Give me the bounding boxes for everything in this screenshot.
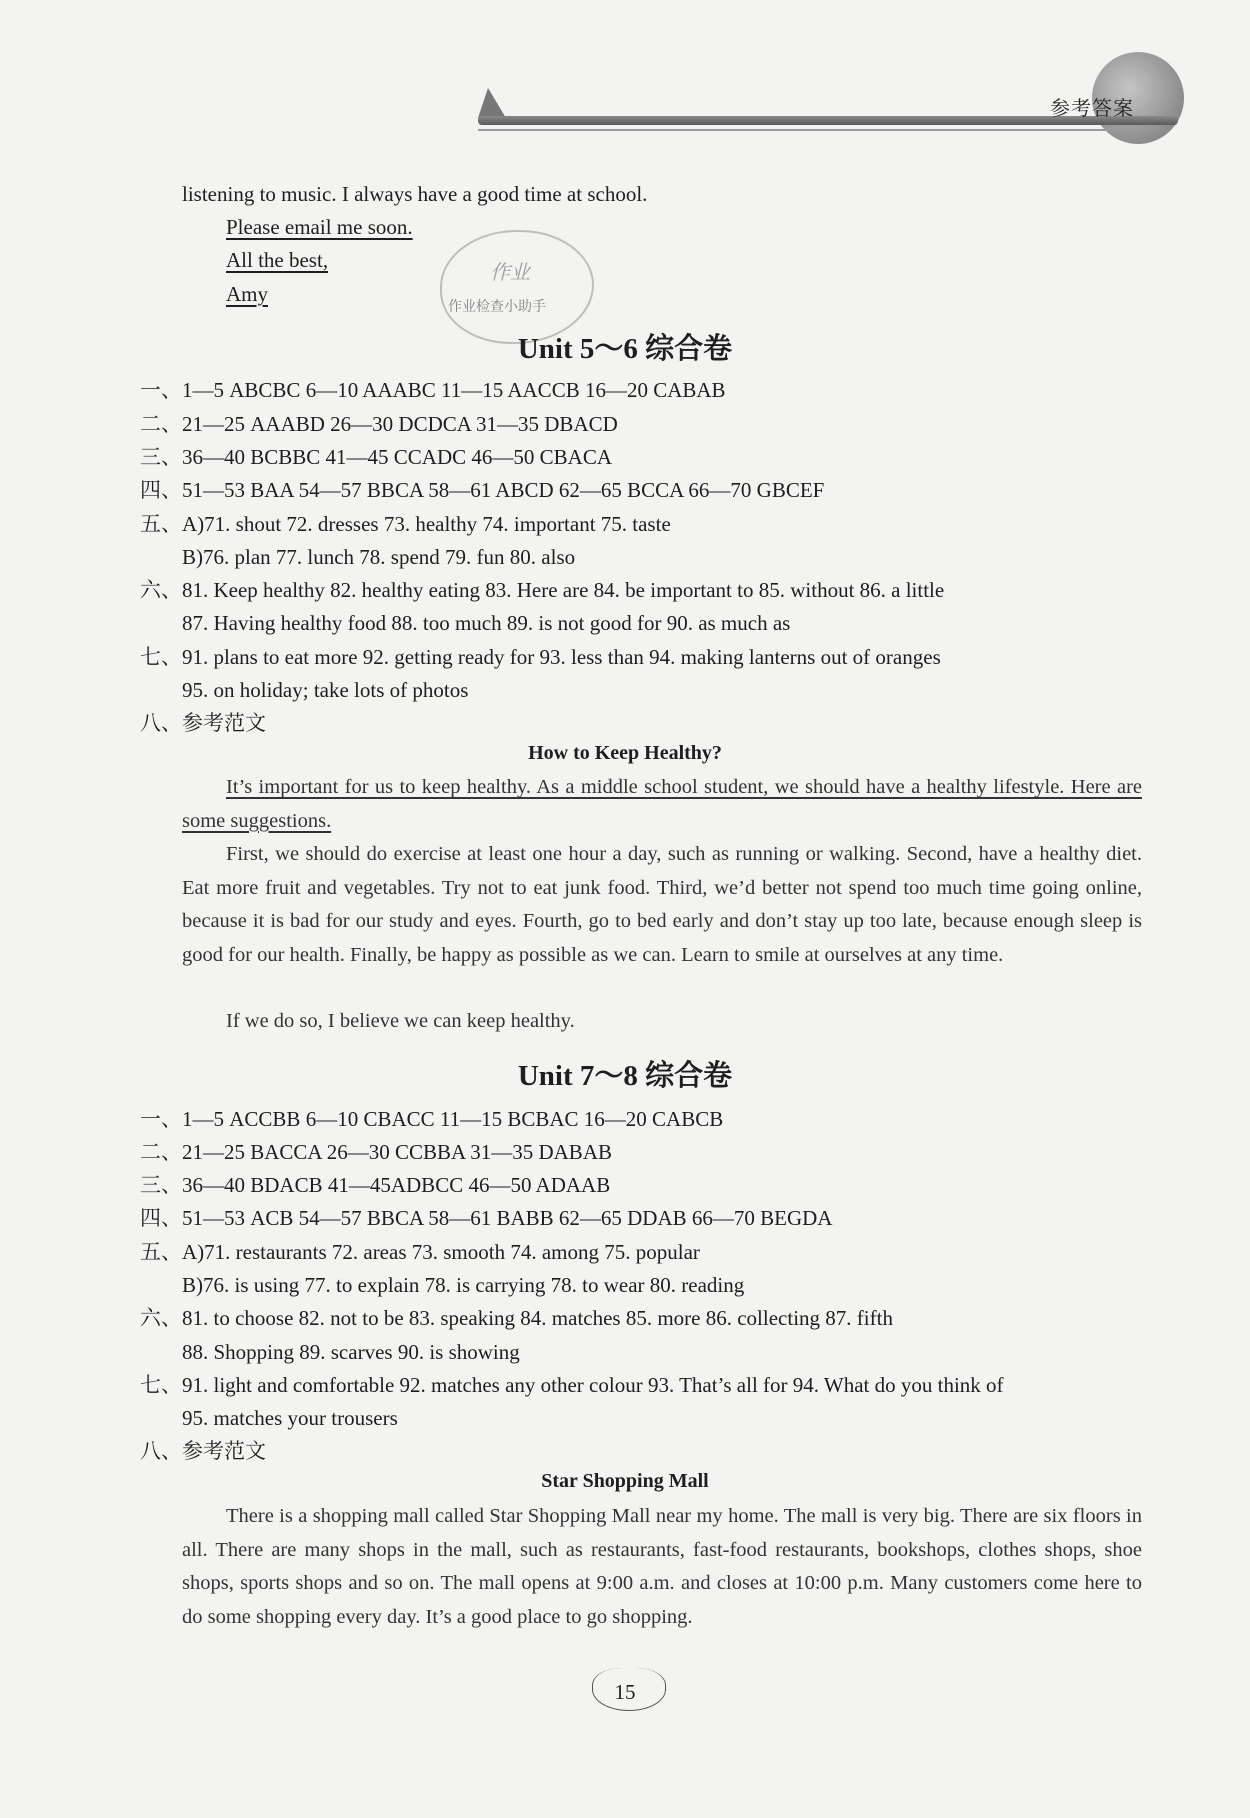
answer-row: 87. Having healthy food 88. too much 89. is not good for 90. as much as [182,611,791,635]
letter-line: listening to music. I always have a good time at school. [182,182,648,206]
essay-title: Star Shopping Mall [541,1470,709,1492]
answer-row: 五、A)71. shout 72. dresses 73. healthy 74. important 75. taste [140,512,671,536]
unit-7-8-title: Unit 7～8 综合卷 [517,1060,733,1092]
answer-row: 六、81. Keep healthy 82. healthy eating 83. Here are 84. be important to 85. without 86. a little [140,578,945,602]
answer-row: 八、参考范文 [140,1439,266,1463]
answer-row: 二、21—25 AAABD 26—30 DCDCA 31—35 DBACD [140,412,618,436]
answer-row: 95. matches your trousers [182,1406,398,1430]
header-section-title: 参考答案 [1050,96,1134,120]
answer-row: 三、36—40 BCBBC 41—45 CCADC 46—50 CBACA [140,445,612,469]
unit-5-6-title: Unit 5～6 综合卷 [517,333,733,365]
stamp-bottom-text: 作业检查小助手 [448,299,546,315]
answer-row: 三、36—40 BDACB 41—45ADBCC 46—50 ADAAB [140,1173,611,1197]
answer-row: 一、1—5 ACCBB 6—10 CBACC 11—15 BCBAC 16—20 CABCB [140,1107,724,1131]
answer-row: 七、91. light and comfortable 92. matches any other colour 93. That’s all for 94. What do you think of [140,1373,1004,1397]
header-rule-thin [478,129,1138,131]
answer-row: B)76. plan 77. lunch 78. spend 79. fun 80. also [182,545,576,569]
answer-row: 四、51—53 BAA 54—57 BBCA 58—61 ABCD 62—65 BCCA 66—70 GBCEF [140,478,825,502]
letter-signature: Amy [226,282,268,306]
stamp-top-text: 作业 [490,260,530,284]
answer-row: 95. on holiday; take lots of photos [182,678,469,702]
essay-paragraph: It’s important for us to keep healthy. As a middle school student, we should have a healthy lifestyle. Here are some suggestions. [182,776,1142,832]
answer-row: 88. Shopping 89. scarves 90. is showing [182,1340,520,1364]
letter-closing: Please email me soon. [226,215,413,239]
essay-paragraph: There is a shopping mall called Star Shopping Mall near my home. The mall is very big. There are six floors in all. There are many shops in the mall, such as restaurants, fast-food restaurants, bookshops, clothes shops, shoe shops, sports shops and so on. The mall opens at 9:00 a.m. and closes at 10:00 p.m. Many customers come here to do some shopping every day. It’s a good place to go shopping. [182,1505,1142,1628]
answer-row: 五、A)71. restaurants 72. areas 73. smooth 74. among 75. popular [140,1240,700,1264]
answer-row: 一、1—5 ABCBC 6—10 AAABC 11—15 AACCB 16—20 CABAB [140,378,726,402]
essay-title: How to Keep Healthy? [528,742,722,764]
answer-row: 八、参考范文 [140,711,266,735]
answer-row: B)76. is using 77. to explain 78. is carrying 78. to wear 80. reading [182,1273,745,1297]
letter-signoff: All the best, [226,248,329,272]
header-sail-icon [478,88,506,118]
answer-row: 七、91. plans to eat more 92. getting ready for 93. less than 94. making lanterns out of oranges [140,645,941,669]
answer-row: 二、21—25 BACCA 26—30 CCBBA 31—35 DABAB [140,1140,612,1164]
page-number: 15 [614,1680,636,1704]
essay-paragraph: First, we should do exercise at least one hour a day, such as running or walking. Second, have a healthy diet. Eat more fruit and vegetables. Try not to eat junk food. Third, we’d better not spend too much time going online, because it is bad for our study and eyes. Fourth, go to bed early and don’t stay up too late, because enough sleep is good for our health. Finally, be happy as possible as we can. Learn to smile at ourselves at any time. [182,843,1142,966]
essay-paragraph: If we do so, I believe we can keep healthy. [226,1010,575,1032]
answer-row: 四、51—53 ACB 54—57 BBCA 58—61 BABB 62—65 DDAB 66—70 BEGDA [140,1206,833,1230]
answer-row: 六、81. to choose 82. not to be 83. speaking 84. matches 85. more 86. collecting 87. fifth [140,1306,893,1330]
